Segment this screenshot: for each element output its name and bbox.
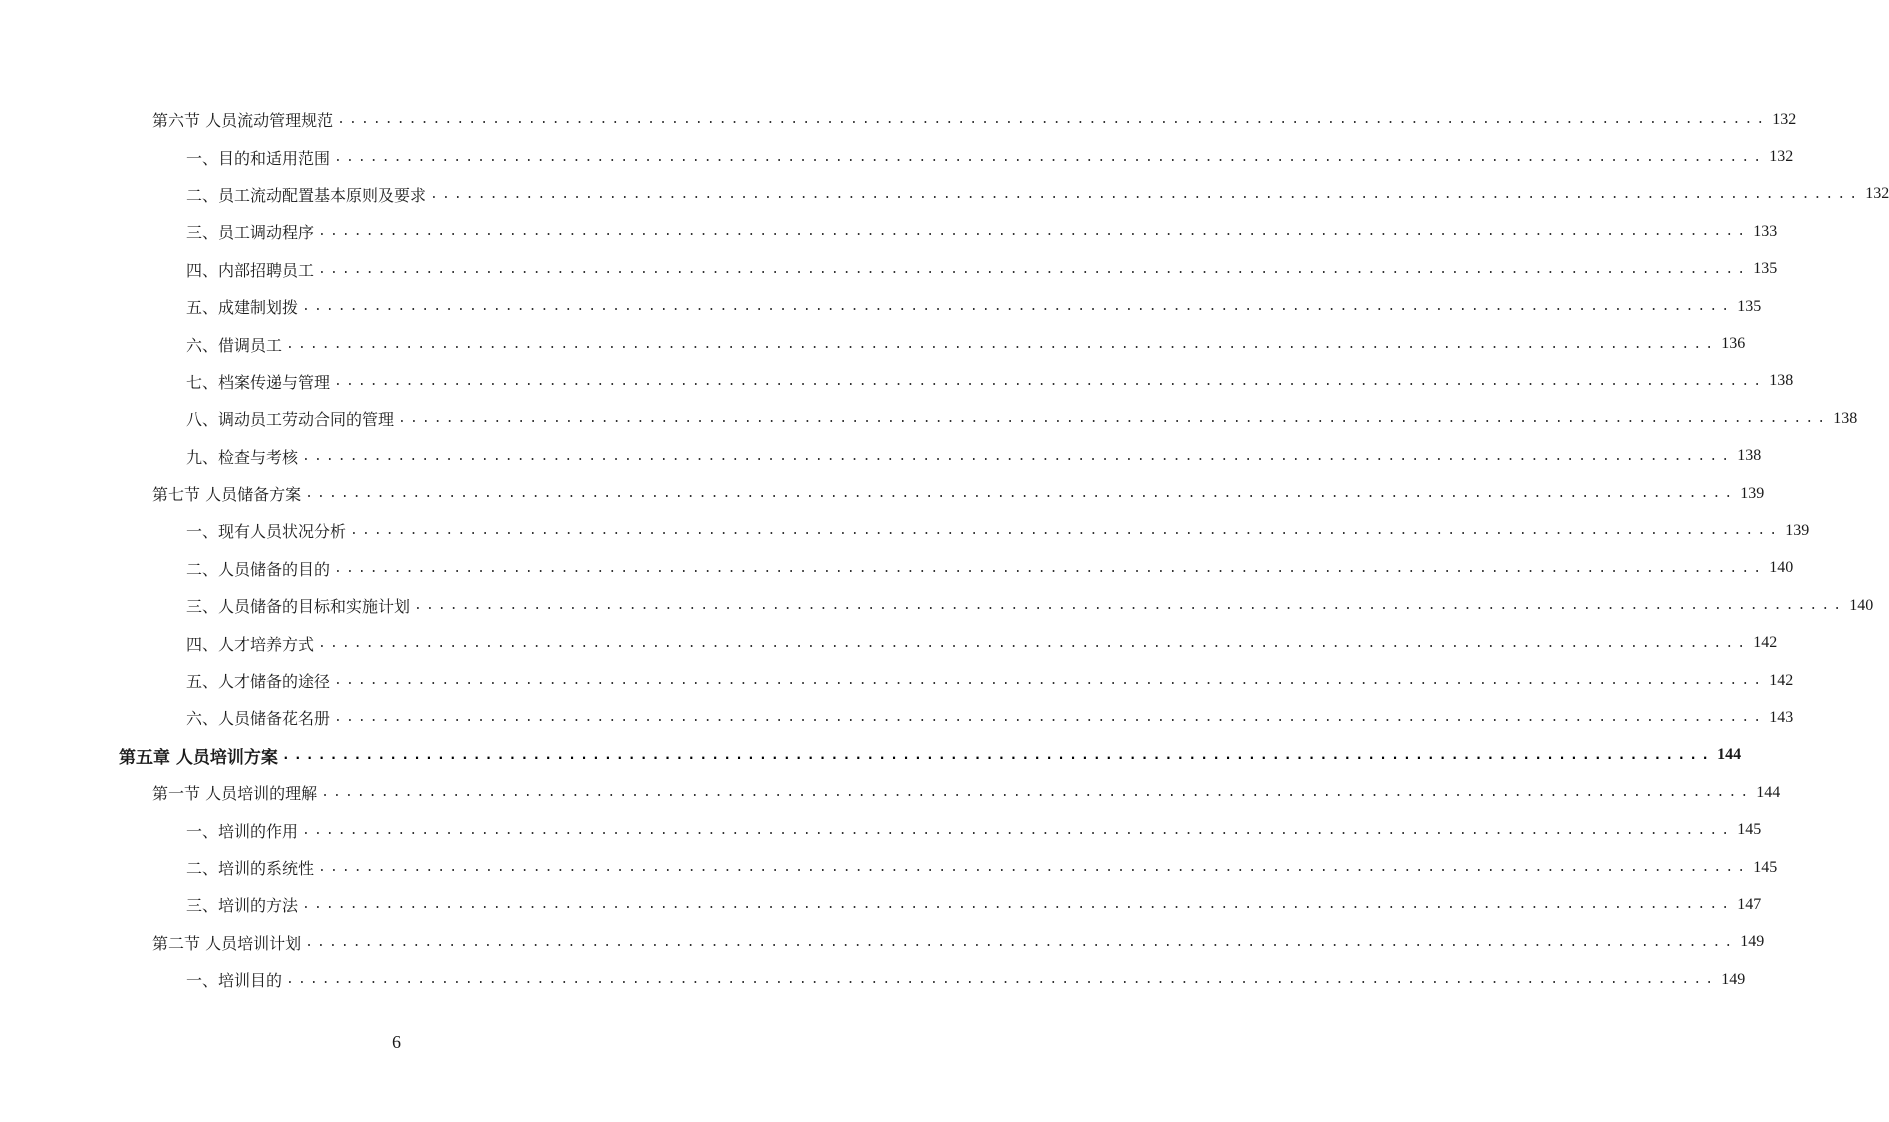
toc-entry-page-number: 139 [1740,484,1765,502]
dot-leader: ........................................................................................................................ [302,822,1734,838]
toc-entry-label: 第六节 人员流动管理规范 [152,108,337,131]
toc-entry-item[interactable] [0,251,1778,288]
toc-entry-label: 第一节 人员培训的理解 [152,781,321,804]
toc-entry-page-number: 138 [1737,447,1762,465]
dot-leader: ........................................................................................................................ [334,560,1766,576]
toc-entry-label: 五、人才储备的途径 [186,669,334,692]
toc-entry-page-number: 132 [1772,110,1797,128]
dot-leader: ........................................................................................................................ [305,934,1737,950]
toc-entry-item[interactable] [0,811,1762,848]
toc-entry-label: 第二节 人员培训计划 [152,931,305,954]
toc-entry-section[interactable] [0,774,1781,811]
toc-entry-chapter[interactable] [0,737,1742,774]
toc-entry-label: 二、人员储备的目的 [186,557,334,580]
toc-entry-section[interactable] [0,924,1765,961]
toc-entry-label: 六、人员储备花名册 [186,706,334,729]
toc-entry-label: 九、检查与考核 [186,445,302,468]
toc-entry-item[interactable] [0,213,1778,250]
toc-entry-item[interactable] [0,587,1874,624]
dot-leader: ........................................................................................................................ [302,897,1734,913]
toc-entry-page-number: 145 [1753,858,1778,876]
toc-entry-label: 三、员工调动程序 [186,220,318,243]
toc-entry-item[interactable] [0,438,1762,475]
dot-leader: ........................................................................................................................ [281,747,1714,763]
toc-entry-section[interactable] [0,101,1797,138]
toc-entry-label: 四、人才培养方式 [186,632,318,655]
toc-entry-page-number: 139 [1785,521,1810,539]
dot-leader: ........................................................................................................................ [286,336,1718,352]
table-of-contents [0,101,1889,998]
dot-leader: ........................................................................................................................ [334,373,1766,389]
toc-entry-label: 二、培训的系统性 [186,856,318,879]
toc-entry-item[interactable] [0,400,1858,437]
toc-entry-page-number: 144 [1717,746,1742,764]
toc-entry-item[interactable] [0,662,1794,699]
toc-entry-item[interactable] [0,550,1794,587]
toc-entry-page-number: 142 [1769,671,1794,689]
toc-entry-label: 第五章 人员培训方案 [119,743,282,768]
toc-entry-label: 三、人员储备的目标和实施计划 [186,594,414,617]
toc-entry-page-number: 147 [1737,895,1762,913]
toc-entry-item[interactable] [0,886,1762,923]
toc-entry-page-number: 136 [1721,335,1746,353]
toc-entry-page-number: 140 [1769,559,1794,577]
toc-entry-label: 一、培训的作用 [186,819,302,842]
toc-entry-page-number: 135 [1737,297,1762,315]
toc-entry-label: 一、目的和适用范围 [186,146,334,169]
toc-entry-page-number: 140 [1849,596,1874,614]
page-number: 6 [392,1032,401,1052]
dot-leader: ........................................................................................................................ [430,186,1862,202]
toc-entry-label: 一、现有人员状况分析 [186,519,350,542]
toc-entry-label: 第七节 人员储备方案 [152,482,305,505]
dot-leader: ........................................................................................................................ [302,448,1734,464]
dot-leader: ........................................................................................................................ [302,299,1734,315]
dot-leader: ........................................................................................................................ [350,523,1782,539]
toc-entry-label: 三、培训的方法 [186,893,302,916]
toc-entry-page-number: 132 [1865,185,1889,203]
toc-entry-item[interactable] [0,849,1778,886]
toc-entry-item[interactable] [0,699,1794,736]
toc-entry-item[interactable] [0,176,1889,213]
toc-entry-page-number: 149 [1740,933,1765,951]
dot-leader: ........................................................................................................................ [334,149,1766,165]
toc-entry-page-number: 143 [1769,708,1794,726]
dot-leader: ........................................................................................................................ [414,598,1846,614]
toc-entry-label: 六、借调员工 [186,333,286,356]
dot-leader: ........................................................................................................................ [318,224,1750,240]
toc-entry-page-number: 142 [1753,634,1778,652]
toc-entry-page-number: 132 [1769,148,1794,166]
toc-entry-label: 七、档案传递与管理 [186,370,334,393]
toc-entry-label: 四、内部招聘员工 [186,258,318,281]
toc-entry-page-number: 144 [1756,783,1781,801]
toc-entry-item[interactable] [0,512,1810,549]
toc-entry-item[interactable] [0,138,1794,175]
toc-entry-page-number: 138 [1833,409,1858,427]
dot-leader: ........................................................................................................................ [286,972,1718,988]
toc-entry-item[interactable] [0,325,1746,362]
dot-leader: ........................................................................................................................ [321,785,1753,801]
toc-entry-page-number: 138 [1769,372,1794,390]
dot-leader: ........................................................................................................................ [334,710,1766,726]
dot-leader: ........................................................................................................................ [305,486,1737,502]
toc-entry-label: 八、调动员工劳动合同的管理 [186,407,398,430]
toc-entry-section[interactable] [0,475,1765,512]
toc-entry-item[interactable] [0,288,1762,325]
dot-leader: ........................................................................................................................ [334,673,1766,689]
toc-entry-page-number: 145 [1737,821,1762,839]
dot-leader: ........................................................................................................................ [318,860,1750,875]
dot-leader: ........................................................................................................................ [398,411,1830,427]
toc-entry-label: 五、成建制划拨 [186,295,302,318]
dot-leader: ........................................................................................................................ [337,112,1769,128]
toc-entry-item[interactable] [0,624,1778,661]
toc-entry-label: 二、员工流动配置基本原则及要求 [186,183,430,206]
toc-entry-item[interactable] [0,363,1794,400]
toc-entry-page-number: 133 [1753,222,1778,240]
toc-entry-item[interactable] [0,961,1746,998]
toc-entry-label: 一、培训目的 [186,968,286,991]
dot-leader: ........................................................................................................................ [318,261,1750,277]
toc-entry-page-number: 135 [1753,260,1778,278]
dot-leader: ........................................................................................................................ [318,635,1750,651]
toc-entry-page-number: 149 [1721,970,1746,988]
